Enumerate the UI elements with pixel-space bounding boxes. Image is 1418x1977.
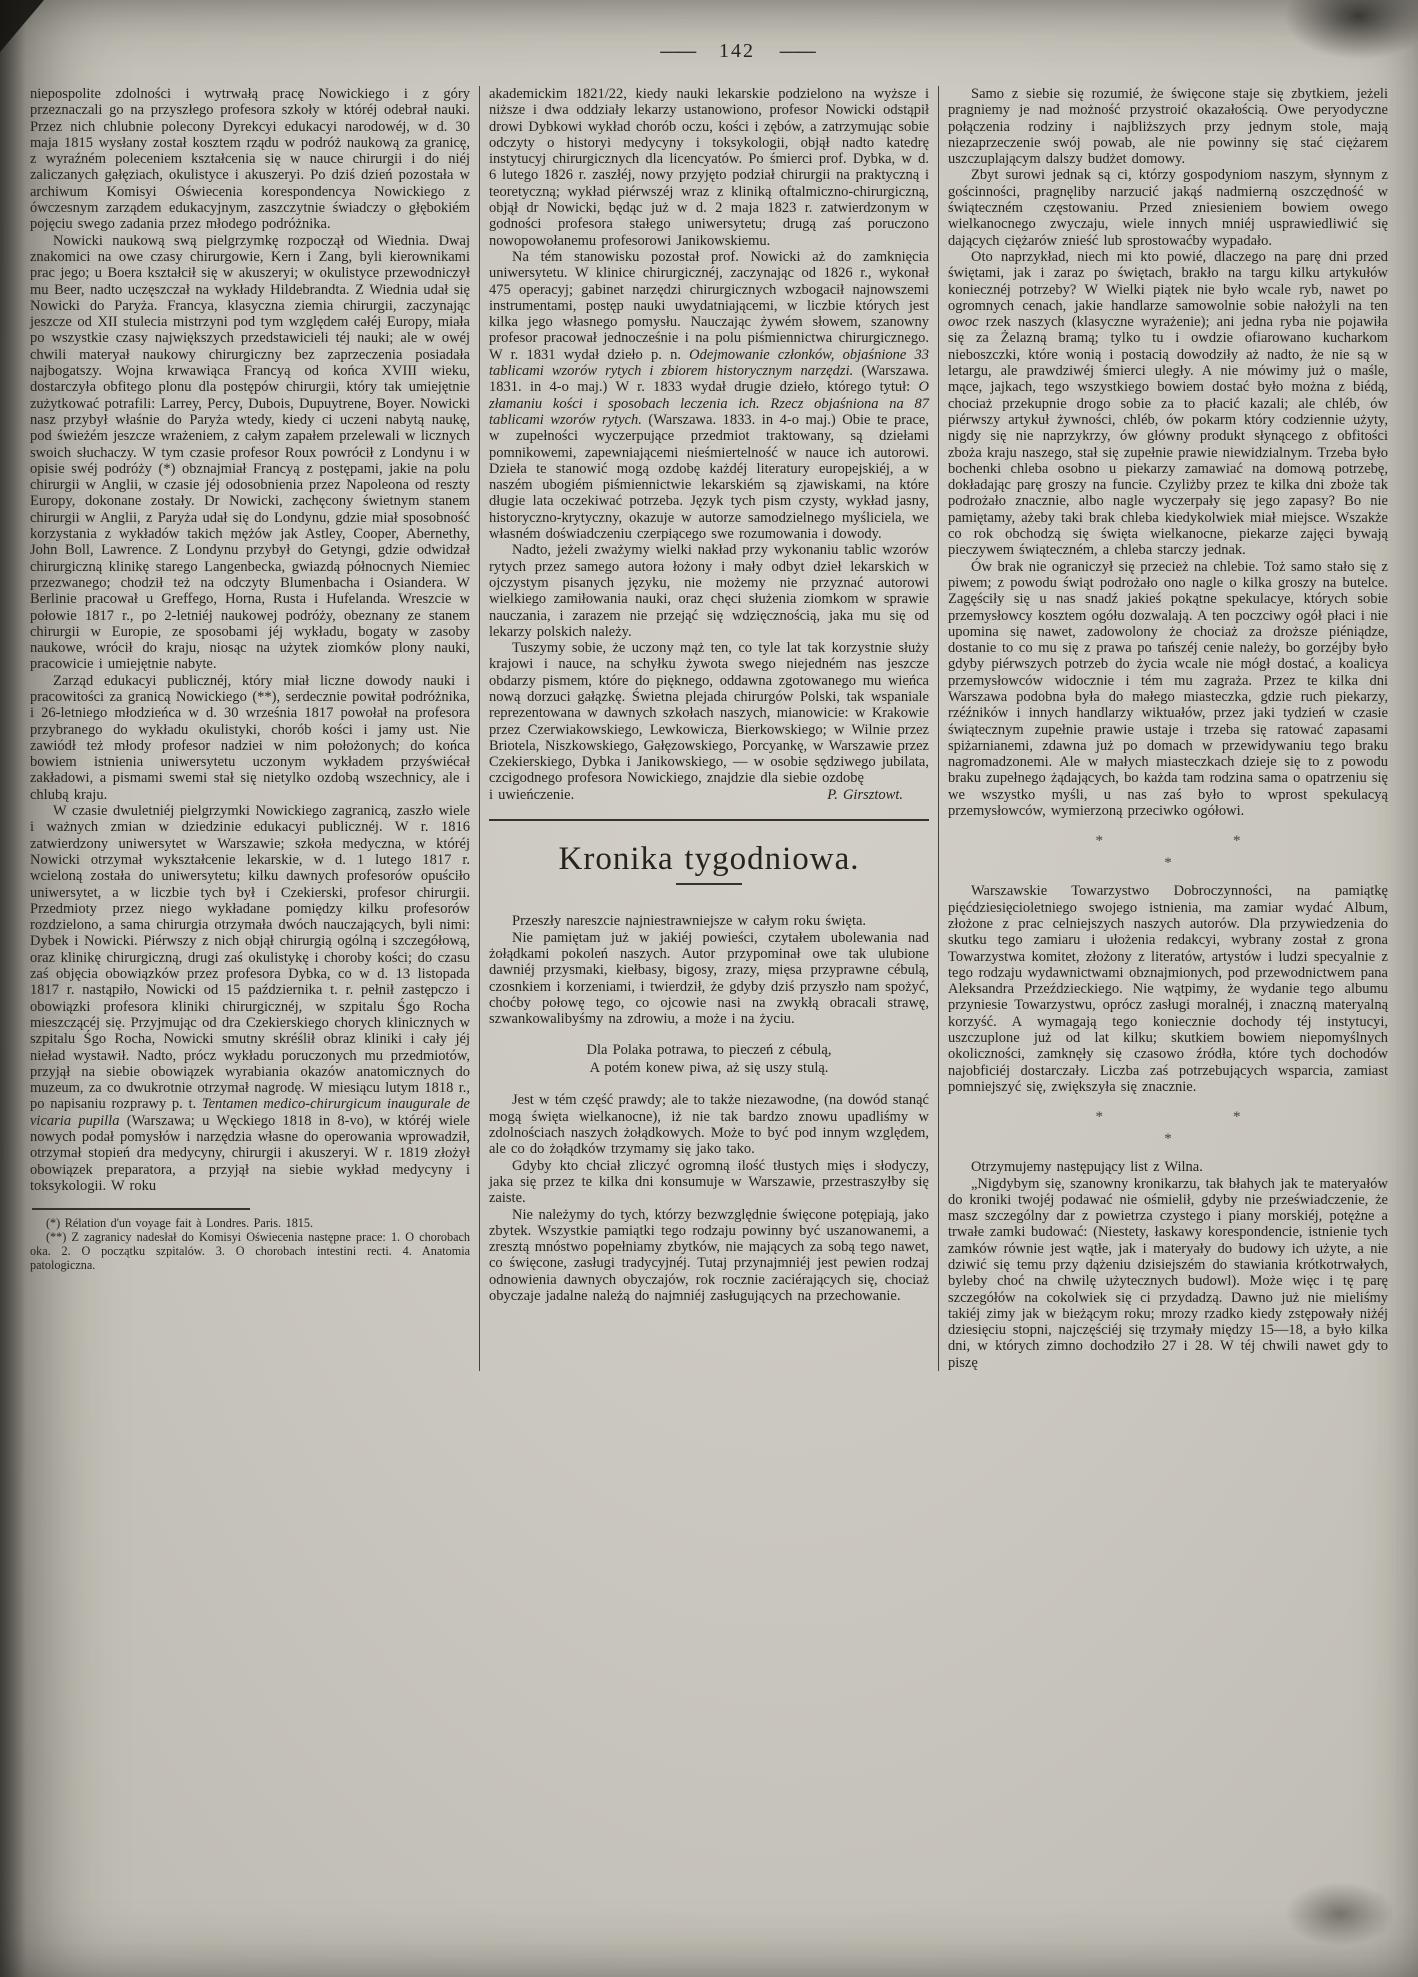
column-right [948,86,1388,1371]
verse-line: Dla Polaka potrawa, to pieczeń z cébulą, [586,1042,832,1059]
columns-container [30,86,1388,1371]
author-signature: P. Girsztowt. [827,786,903,803]
asterisk-ornament: * [1095,1109,1103,1126]
section-heading: Kronika tygodniowa. [558,841,860,878]
paragraph: Nie należymy do tych, którzy bezwzględnie święcone potępiają, jako zbytek. Wszystkie pamiątki tego rodzaju powinny być uszanowanemi, a zresztą mnóstwo popełniamy zbytków, nie mających za sobą tego nawet, co święcone, zasługi tradycyjnéj. Tutaj przynajmniéj jest pewien rodzaj odnowienia dawnych obyczajów, rok rocznie zaciérających się, chociaż obyczaje jadalne należą do najmniéj zasługujących na przechowanie. [489,1206,929,1304]
page-gutter-shadow [0,0,26,1977]
footnote: (**) Z zagranicy nadesłał do Komisyi Oświecenia następne prace: 1. O chorobach oka. 2. O początku szpitalów. 3. O chorobach intestini recti. 4. Anatomia patologiczna. [30,1230,470,1272]
paragraph: Jest w tém część prawdy; ale to także niezawodne, (na dowód stanąć mogą święta wielkanocne), iż nie tak bardzo znowu upadliśmy w zdolnościach naszych żołądkowych. Może to być pod innym względem, ale co do żołądków trzymamy się jako tako. [489,1092,929,1158]
asterisk-ornament: * [1164,855,1172,872]
paragraph: „Nigdybym się, szanowny kronikarzu, tak błahych jak te materyałów do kroniki twojéj podawać nie ośmielił, gdyby nie przeświadczenie, że masz szczególny dar z powietrza czystego i piany morskiéj, potężne a trwałe zamki budować: (Niestety, łaskawy korespondencie, istnienie tych zamków równie jest wątłe, jak i materyały do budowy ich użyte, a nie dziwić się temu przy dążeniu dzisiejszém do stawiania krótkotrwałych, byleby choć na chwilę użytecznych budowl). Może więc i tę parę szczegółów na cokolwiek się ci przydadzą. Dawno już nie mieliśmy takiéj zimy jak w bieżącym roku; mrozy rzadko kiedy zstępowały niżéj dziesięciu stopni, najczęściéj się trzymały między 15—18, a było kilka dni, w których zimno dochodziło 27 i 28. W téj chwili nawet gdy to piszę [948,1175,1388,1371]
column-left [30,86,470,1371]
paragraph: Nie pamiętam już w jakiéj powieści, czytałem ubolewania nad żołądkami pokoleń naszych. Autor przypominał owe tak ulubione dawniéj przysmaki, kiełbasy, bigosy, zrazy, mięsa przyprawne cébulą, czosnkiem i korzeniami, i twierdził, że gdyby dziś przyszło nam spożyć, choćby połowę tego, co ojcowie nasi na zwykłą obracali strawę, szwankowalibyśmy na zdrowiu, a może i na życiu. [489,929,929,1028]
paragraph: W czasie dwuletniéj pielgrzymki Nowickiego zagranicą, zaszło wiele i ważnych zmian w dziedzinie edukacyi publicznéj. W r. 1816 zatwierdzony uniwersytet w Warszawie; szkoła medyczna, w któréj Nowicki otrzymał wykształcenie lekarskie, w d. 1 lutego 1817 r. wcieloną została do uniwersytetu; kilku dawnych profesorów opuściło uniwersytet, a w liczbie tych był i Czekierski, profesor chirurgii. Przedmioty przez niego wykładane pomiędzy kilku profesorów rozdzielono, a sama chirurgia otrzymała dwóch nauczających, byli nimi: Dybek i Nowicki. Piérwszy z nich objął chirurgią ogólną i szczegółową, oraz klinikę chirurgiczną, drugi zaś okulistykę i choroby kości; do czasu zaś objęcia obowiązków przez profesora Dybka, co w d. 13 listopada 1817 r. nastąpiło, Nowicki od 15 października t. r. pełnił zastępczo i obowiązki profesora kliniki chirurgicznéj, w szpitalu Śgo Rocha mieszczącéj się. Przyjmując od dra Czekierskiego chorych klinicznych w szpitalu Śgo Rocha, Nowicki smutny skréślił obraz kliniki i cały jéj nieład wystawił. Nadto, prócz wykładu poruczonych mu przedmiotów, przyjął na siebie obowiązek wyrabiania okazów anatomicznych do muzeum, za co dwukrotnie otrzymał nagrodę. W miesiącu lutym 1818 r., po napisaniu rozprawy p. t. Tentamen medico-chirurgicum inaugurale de vicaria pupilla (Warszawa; u Węckiego 1818 in 8-vo), w któréj wiele nowych podał pomysłów i narzędzia własne do operowania wprowadził, otrzymał stopień dra medycyny, chirurgii i akuszeryi. W r. 1819 złożył obowiązek preparatora, a przyjął na siebie wykład medycyny i toksykologii. W roku [30,803,470,1194]
paragraph: Zarząd edukacyi publicznéj, który miał liczne dowody nauki i pracowitości za granicą Nowickiego (**), serdecznie powitał podróżnika, i 26-letniego młodzieńca w d. 30 września 1817 powołał na profesora przybranego do wykładu okulistyki, chorób kości i jamy ust. Nie zawiódł też młody profesor nadziei w nim położonych; do końca bowiem istnienia uniwersytetu uczonym wykładem przyświécał zakładowi, a pismami swemi stał się nietylko ozdobą wszechnicy, ale i chlubą kraju. [30,672,470,803]
paragraph: Otrzymujemy następujący list z Wilna. [971,1159,1203,1176]
verse-line: A potém konew piwa, aż się uszy stulą. [589,1059,829,1076]
page-number: 142 [719,40,755,62]
paragraph: Oto naprzykład, niech mi kto powié, dlaczego na parę dni przed świętami, jak i zaraz po świętach, brakło na targu kilku artykułów koniecznéj potrzeby? W Wielki piątek nie było wcale ryb, nawet po ogromnych cenach, jakie handlarze samowolnie sobie nałożyli na ten owoc rzek naszych (klasyczne wyrażenie); ani jedna ryba nie pojawiła się za Żelazną bramą; tylko tu i owdzie ofiarowano kucharkom nieboszczki, które wonią i postacią dowodziły aż nadto, że nie są w letargu, ale prawdziwéj śmierci uległy. A nie mówimy już o maśle, mące, jajkach, tego wszystkiego bowiem dostać było można z biédą, chociaż przekupnie drogo sobie za to płacić kazali; ale chléb, ów piérwszy artykuł żywności, chléb, ów pokarm który codziennie użyty, nigdy się nie naprzykrzy, ów główny produkt słynącego z obfitości zboża kraju naszego, stał się zupełnie prawie niewidzialnym. Trzeba było bochenki chleba osobno u piekarzy zamawiać na domową potrzebę, dokładając parę groszy na funcie. Czyliżby przez te kilka dni zboże tak podrożało znacznie, albo nagle wyczerpały się jego zapasy? Bo nie pamiętamy, ażeby taki brak chleba kiedykolwiek miał miejsce. Wszakże co rok obchodzą się święta wielkanocne, piekarze zajęci bywają pieczywem świąteczném, a chleba starczy jednak. [948,248,1388,559]
paragraph: Na tém stanowisku pozostał prof. Nowicki aż do zamknięcia uniwersytetu. W klinice chirurgicznéj, zaczynając od 1826 r., wykonał 475 operacyj; gabinet narzędzi chirurgicznych wzbogacił najnowszemi instrumentami, postęp nauki uwydatniającemi, w liczbie których jest kilka jego własnego pomysłu. Nauczając żywém słowem, szanowny profesor pracował jednocześnie i na polu piśmiennictwa chirurgicznego. W r. 1831 wydał dzieło p. n. Odejmowanie członków, objaśnione 33 tablicami wzorów rytych i zbiorem historycznym narzędzi. (Warszawa. 1831. in 4-o maj.) W r. 1833 wydał drugie dzieło, którego tytuł: O złamaniu kości i sposobach leczenia ich. Rzecz objaśniona na 87 tablicami wzorów rytych. (Warszawa. 1833. in 4-o maj.) Obie te prace, w zupełności wyczerpujące przedmiot traktowany, są dziełami pomnikowemi, zapewniającemi nieśmiertelność w nauce ich autorowi. Dzieła te stanowić mogą ozdobę każdéj literatury europejskiéj, a w naszém ubogiém piśmiennictwie lekarskiém są zjawiskami, na które długie lata oczekiwać potrzeba. Język tych pism czysty, wykład jasny, historyczno-krytyczny, okazuje w autorze samodzielnego myśliciela, we własném doświadczeniu czerpiącego swe rozumowania i dowody. [489,248,929,543]
paragraph: Gdyby kto chciał zliczyć ogromną ilość tłustych mięs i słodyczy, jaka się przez te kilka dni konsumuje w Warszawie, przestraszyłby się zaiste. [489,1157,929,1207]
header-dash-right: —— [779,41,814,62]
asterism-separator [1058,833,1278,872]
paragraph: Nadto, jeżeli zważymy wielki nakład przy wykonaniu tablic wzorów rytych przez samego autora łożony i mały odbyt dzieł lekarskich w ojczystym pisanych języku, nie możemy nie przyznać autorowi wielkiego zamiłowania nauki, oraz chęci służenia ziomkom w sprawie nauczania, i zarazem nie przejąć się wdzięcznością, jaka mu się od lekarzy polskich należy. [489,542,929,640]
paragraph: Samo z siebie się rozumié, że święcone staje się zbytkiem, jeżeli pragniemy je nad możność przystroić okazałością. Owe peryodyczne połączenia rodziny i najbliższych przy jednym stole, mają niezaprzeczenie swój powab, ale nie powinny się stać ciężarem uszczuplającym dalszy budżet domowy. [948,86,1388,168]
paragraph: akademickim 1821/22, kiedy nauki lekarskie podzielono na wyższe i niższe i dwa oddziały lekarzy ustanowiono, profesor Nowicki odstąpił drowi Dybkowi wykład chorób oczu, kości i zębów, a zatrzymując sobie odczyty o historyi medycyny i toksykologii, objął nadto katedrę instytucyj chirurgicznych dla licencyatów. Po śmierci prof. Dybka, w d. 6 lutego 1826 r. zaszłéj, nowy przyjęto podział chirurgii na praktyczną i teoretyczną; wykład piérwszéj wraz z kliniką oftalmiczno-chirurgiczną, objął dr Nowicki, będąc już w d. 2 maja 1823 r. zatwierdzonym w godności profesora stałego uniwersytetu; drugą zaś poruczono nowopowołanemu profesorowi Janikowskiemu. [489,86,929,249]
asterisk-ornament: * [1095,833,1103,850]
paragraph: Warszawskie Towarzystwo Dobroczynności, na pamiątkę pięćdziesięcioletniego swojego istnienia, ma zamiar wydać Album, złożone z prac celniejszych naszych autorów. Dla przywiedzenia do skutku tego zamiaru i ułożenia redakcyi, wybrany został z grona Towarzystwa komitet, złożony z literatów, artystów i ludzi specyalnie z tego rodzaju wydawnictwami obznajmionych, pod przewodnictwem pana Aleksandra Przeździeckiego. Nie wątpimy, że wydanie tego albumu przyniesie Towarzystwu, oprócz zasługi moralnéj, i znaczną materyalną korzyść. A wymagają tego koniecznie dochody téj instytucyi, uszczuplone już od lat kilku; skutkiem bowiem niepomyślnych okoliczności, zamknęły się czasowo źródła, które tych dochodów najobficiéj dostarczały. Liczba zaś potrzebujących wsparcia, zamiast pomniejszyć się, zwiększyła się znacznie. [948,883,1388,1095]
column-center [489,86,929,1371]
verse-couplet [489,1042,929,1077]
paragraph: Nowicki naukową swą pielgrzymkę rozpoczął od Wiednia. Dwaj znakomici na owe czasy chirurgowie, Kern i Zang, byli kierownikami prac jego; u Boera kształcił się w akuszeryi; w okulistyce przewodniczył mu Beer, nadto uczęszczał na wykłady Hildebrandta. Z Wiednia udał się Nowicki do Paryża. Francya, klasyczna ziemia chirurgii, zaczynając jeszcze od XII stulecia mistrzyni pod tym względem całéj Europy, miała po wszystkie czasy największych przedstawicieli téj nauki; ale w owéj chwili materyał naukowy chirurgiczny bez zaprzeczenia posiadała najbogatszy. Wojna krwawiąca Francyą od końca XVIII wieku, dostarczyła obfitego plonu dla postępów chirurgii, który tak umiejętnie zużytkować potrafili: Larrey, Percy, Dubois, Dupuytrene, Boyer. Nowicki nasz przybył właśnie do Paryża wtedy, kiedy ci uczeni nabytą naukę, pod świeżém jeszcze wrażeniem, z całym zapałem przelewali w licznych swoich słuchaczy. W tym czasie profesor Roux powrócił z Londynu i w opisie swéj podróży (*) obznajmiał Francyą z postępami, jakie na polu chirurgii w Anglii, w czasie jéj odosobnienia przez Napoleona od reszty Europy, dokonane zostały. Dr Nowicki, zachęcony świetnym stanem chirurgii w Anglii, z Paryża udał się do Londynu, gdzie miał sposobność korzystania z wykładów takich mężów jak Astley, Cooper, Abernethy, John Boll, Lawrence. Z Londynu przybył do Getyngi, gdzie odwidzał chirurgiczną klinikę starego Langenbecka, gwiazdą północnych Niemiec przezwanego; chodził też na odczyty Blumenbacha i Osiandera. W Berlinie pracował u Greffego, Horna, Rusta i Hufelanda. Wreszcie w połowie 1817 r., po 2-letniéj naukowej podróży, obeznany ze stanem chirurgii w Europie, ze sposobami jéj wykładu, bogaty w zasoby naukowe, wrócił do kraju, niosąc na użytek ziomków plony nauki, pracowicie i umiejętnie nabyte. [30,232,470,673]
paragraph: niepospolite zdolności i wytrwałą pracę Nowickiego i z góry przeznaczali go na przyszłego profesora szkoły w któréj odebrał nauki. Przez nich chlubnie polecony Dyrekcyi edukacyi narodowéj, w d. 30 maja 1815 wysłany został kosztem rządu w podróż naukową za granicę, z wyraźném poleceniem kształcenia się w nauce chirurgii i do niéj zaliczanych gałęziach, okulistyce i akuszeryi. Po dziś dzień pozostała w archiwum Komisyi Oświecenia korespondencya Nowickiego z ówczesnym zarządem edukacyjnym, zaszczytnie świadczy o głębokiém pojęciu swego zadania przez młodego podróżnika. [30,86,470,233]
section-divider-rule [489,819,929,821]
column-divider-right [938,86,939,1371]
page-smudge-bottom-right [1280,1879,1400,1949]
asterism-separator [1058,1109,1278,1148]
signature-line [489,787,929,803]
header-dash-left: —— [660,41,695,62]
asterisk-ornament: * [1233,833,1241,850]
paragraph-end: i uwieńczenie. [489,786,575,803]
footnote: (*) Rélation d'un voyage fait à Londres. Paris. 1815. [46,1216,314,1231]
footnote-separator-rule [32,1208,250,1210]
column-divider-left [479,86,480,1371]
paragraph: Ów brak nie ograniczył się przecież na chlebie. Toż samo stało się z piwem; z powodu świąt podrożało ono nagle o kilka groszy na butelce. Zagęściły się u nas snadź jakieś pokątne spekulacye, których sobie przemysłowcy kosztem ogółu dozwalają. A ten poczciwy ogół płaci i nie upomina się nawet, zadowolony że chociaż za droższe piéniądze, dostanie to co mu się z prawa po tańszéj cenie należy, bo gorzéjby było gdyby piérwszych potrzeb do życia wcale nie mógł dostać, a koalicya przemysłowców widocznie i tém mu zagraża. Przez te kilka dni Warszawa podobna była do małego miasteczka, gdzie ruch piekarzy, rzéźników i innych handlarzy wiktuałów, przez jaki tydzień w czasie świątecznym zupełnie prawie ustaje i trzeba się ratować zapasami spiżarnianemi, zdawna już po domach w przewidywaniu tego braku nagromadzonemi. Ale w małych miasteczkach dzieje się to z powodu braku zupełnego żądających, bo każda tam rodzina sama o opatrzeniu się we wszystko myśli, u nas zaś było to wprost spekulacyą przemysłowców, wymierzoną przeciwko ogółowi. [948,558,1388,820]
asterisk-ornament: * [1233,1109,1241,1126]
page-header [28,40,1418,63]
paragraph: Zbyt surowi jednak są ci, którzy gospodyniom naszym, słynnym z gościnności, pragnęliby narzucić jakąś nadmierną oszczędność w świąteczném częstowaniu. Przed zniesieniem bowiem owego wielkanocnego zwyczaju, wiele innych mniéj usprawiedliwić się dających ciężarów znieść lub sprostowaćby wypadało. [948,167,1388,249]
asterisk-ornament: * [1164,1131,1172,1148]
heading-underline-rule [676,883,742,885]
paragraph: Tuszymy sobie, że uczony mąż ten, co tyle lat tak korzystnie służy krajowi i nauce, na schyłku żywota swego niejedném nas jeszcze obdarzy pismem, które do pięknego, oddawna zgotowanego mu wieńca nową dorzuci gałązkę. Świetna plejada chirurgów Polski, tak wspaniale reprezentowana w dawnych szkołach naszych, mianowicie: w Krakowie przez Czerwiakowskiego, Lewkowicza, Bierkowskiego; w Wilnie przez Briotela, Niszkowskiego, Gałęzowskiego, Porcyankę, w Warszawie przez Czekierskiego, Dybka i Janikowskiego, — w osobie sędziwego jubilata, czcigodnego profesora Nowickiego, znajdzie dla siebie ozdobę [489,640,929,787]
paragraph: Przeszły nareszcie najniestrawniejsze w całym roku święta. [512,913,867,930]
